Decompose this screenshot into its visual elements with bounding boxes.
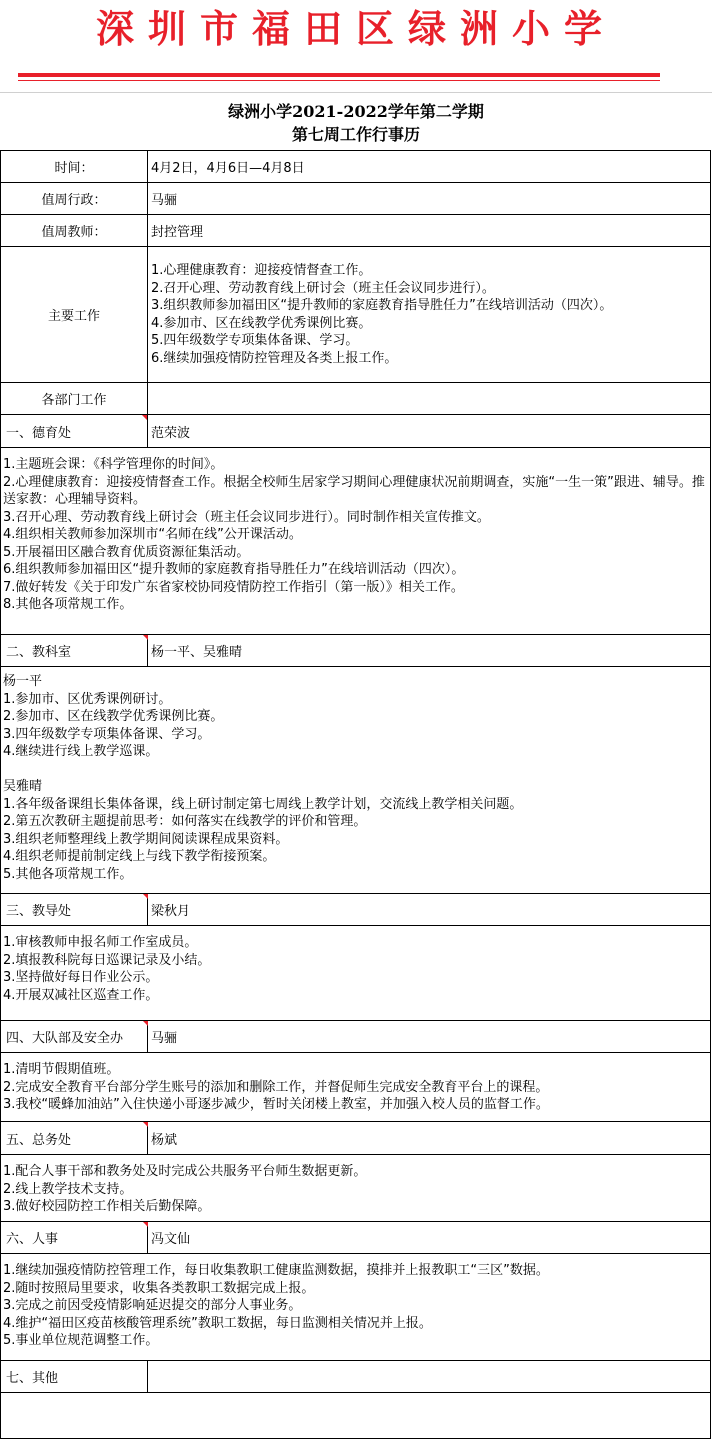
- section-header: [0, 1222, 711, 1254]
- section-name: 二、教科室: [0, 635, 148, 666]
- section-content-row: [0, 1155, 711, 1222]
- section-content-row: [0, 1393, 711, 1439]
- time-row: [0, 151, 711, 183]
- banner-red-rule: [18, 73, 660, 77]
- section-content: 1.主题班会课：《科学管理你的时间》。 2.心理健康教育：迎接疫情督查工作。根据全校师生居家学习期间心理健康状况前期调查，实施“一生一策”跟进、辅导。推送家教：心理辅导资料。 3.召开心理、劳动教育线上研讨会（班主任会议同步进行）。同时制作相关宣传推文。 4.组织相关教师参加深圳市“名师在线”公开课活动。 5.开展福田区融合教育优质资源征集活动。 6.组织教师参加福田区“提升教师的家庭教育指导胜任力”在线培训活动（四次）。 7.做好转发《关于印发广东省家校协同疫情防控工作指引（第一版）》相关工作。 8.其他各项常规工作。: [0, 448, 711, 634]
- main-work-label: 主要工作: [0, 247, 148, 382]
- section-name: 四、大队部及安全办: [0, 1021, 148, 1052]
- section-person: 杨一平、吴雅晴: [148, 635, 711, 666]
- section-name: 六、人事: [0, 1222, 148, 1253]
- duty-admin-value: 马骊: [148, 183, 711, 214]
- section-content-row: [0, 926, 711, 1021]
- duty-admin-row: [0, 183, 711, 215]
- main-work-list: 1.心理健康教育：迎接疫情督查工作。 2.召开心理、劳动教育线上研讨会（班主任会议同步进行）。 3.组织教师参加福田区“提升教师的家庭教育指导胜任力”在线培训活动（四次）。 4.参加市、区在线教学优秀课例比赛。 5.四年级数学专项集体备课、学习。 6.继续加强疫情防控管理及各类上报工作。: [151, 263, 613, 366]
- section-content: 1.清明节假期值班。 2.完成安全教育平台部分学生账号的添加和删除工作，并督促师生完成安全教育平台上的课程。 3.我校“暖蜂加油站”入住快递小哥逐步减少，暂时关闭楼上教室，并加强入校人员的监督工作。: [0, 1053, 711, 1121]
- school-banner: [0, 0, 712, 92]
- section-name: 三、教导处: [0, 894, 148, 925]
- section-content: [0, 1393, 711, 1438]
- section-content: 1.继续加强疫情防控管理工作，每日收集教职工健康监测数据，摸排并上报教职工“三区”数据。 2.随时按照局里要求，收集各类教职工数据完成上报。 3.完成之前因受疫情影响延迟提交的部分人事业务。 4.维护“福田区疫苗核酸管理系统”教职工数据，每日监测相关情况并上报。 5.事业单位规范调整工作。: [0, 1254, 711, 1360]
- department-label: 各部门工作: [0, 383, 148, 414]
- section-content: 1.审核教师申报名师工作室成员。 2.填报教科院每日巡课记录及小结。 3.坚持做好每日作业公示。 4.开展双减社区巡查工作。: [0, 926, 711, 1020]
- comment-marker: [143, 1021, 148, 1026]
- duty-teacher-value: 封控管理: [148, 215, 711, 246]
- comment-marker: [143, 1222, 148, 1227]
- section-content: 杨一平 1.参加市、区优秀课例研讨。 2.参加市、区在线教学优秀课例比赛。 3.四年级数学专项集体备课、学习。 4.继续进行线上教学巡课。 吴雅晴 1.各年级备课组长集体备课，线上研讨制定第七周线上教学计划，交流线上教学相关问题。 2.第五次教研主题提前思考：如何落实在线教学的评价和管理。 3.组织老师整理线上教学期间阅读课程成果资料。 4.组织老师提前制定线上与线下教学衔接预案。 5.其他各项常规工作。: [0, 667, 711, 893]
- section-content: 1.配合人事干部和教务处及时完成公共服务平台师生数据更新。 2.线上教学技术支持。 3.做好校园防控工作相关后勤保障。: [0, 1155, 711, 1221]
- department-blank: [148, 383, 711, 414]
- section-header: [0, 1021, 711, 1053]
- section-person: 范荣波: [148, 415, 711, 447]
- section-content-row: [0, 448, 711, 635]
- section-content-row: [0, 1254, 711, 1361]
- department-header-row: [0, 383, 711, 415]
- section-person: [148, 1361, 711, 1392]
- section-name: 一、德育处: [0, 415, 148, 447]
- section-content-row: [0, 667, 711, 894]
- schedule-table: [0, 150, 711, 1386]
- section-person: 冯文仙: [148, 1222, 711, 1253]
- title-line-1: 绿洲小学2021-2022学年第二学期: [228, 102, 484, 121]
- time-value: 4月2日，4月6日—4月8日: [148, 151, 711, 182]
- duty-teacher-label: 值周教师：: [0, 215, 148, 246]
- section-name: 七、其他: [0, 1361, 148, 1392]
- section-header: [0, 415, 711, 448]
- section-header: [0, 1122, 711, 1155]
- duty-admin-label: 值周行政：: [0, 183, 148, 214]
- comment-marker: [143, 1122, 148, 1127]
- calendar-title: [0, 92, 712, 151]
- section-person: 梁秋月: [148, 894, 711, 925]
- section-header: [0, 894, 711, 926]
- section-header: [0, 635, 711, 667]
- comment-marker: [143, 635, 148, 640]
- main-work-row: [0, 247, 711, 383]
- section-header: [0, 1361, 711, 1393]
- banner-red-rule-thin: [18, 80, 660, 81]
- comment-marker: [142, 415, 147, 420]
- duty-teacher-row: [0, 215, 711, 247]
- title-line-2: 第七周工作行事历: [291, 125, 420, 144]
- section-person: 杨斌: [148, 1122, 711, 1154]
- time-label: 时间：: [0, 151, 148, 182]
- school-name: 深圳市福田区绿洲小学: [95, 6, 616, 51]
- main-work-cell: [148, 247, 711, 382]
- section-content-row: [0, 1053, 711, 1122]
- section-name: 五、总务处: [0, 1122, 148, 1154]
- comment-marker: [143, 894, 148, 899]
- section-person: 马骊: [148, 1021, 711, 1052]
